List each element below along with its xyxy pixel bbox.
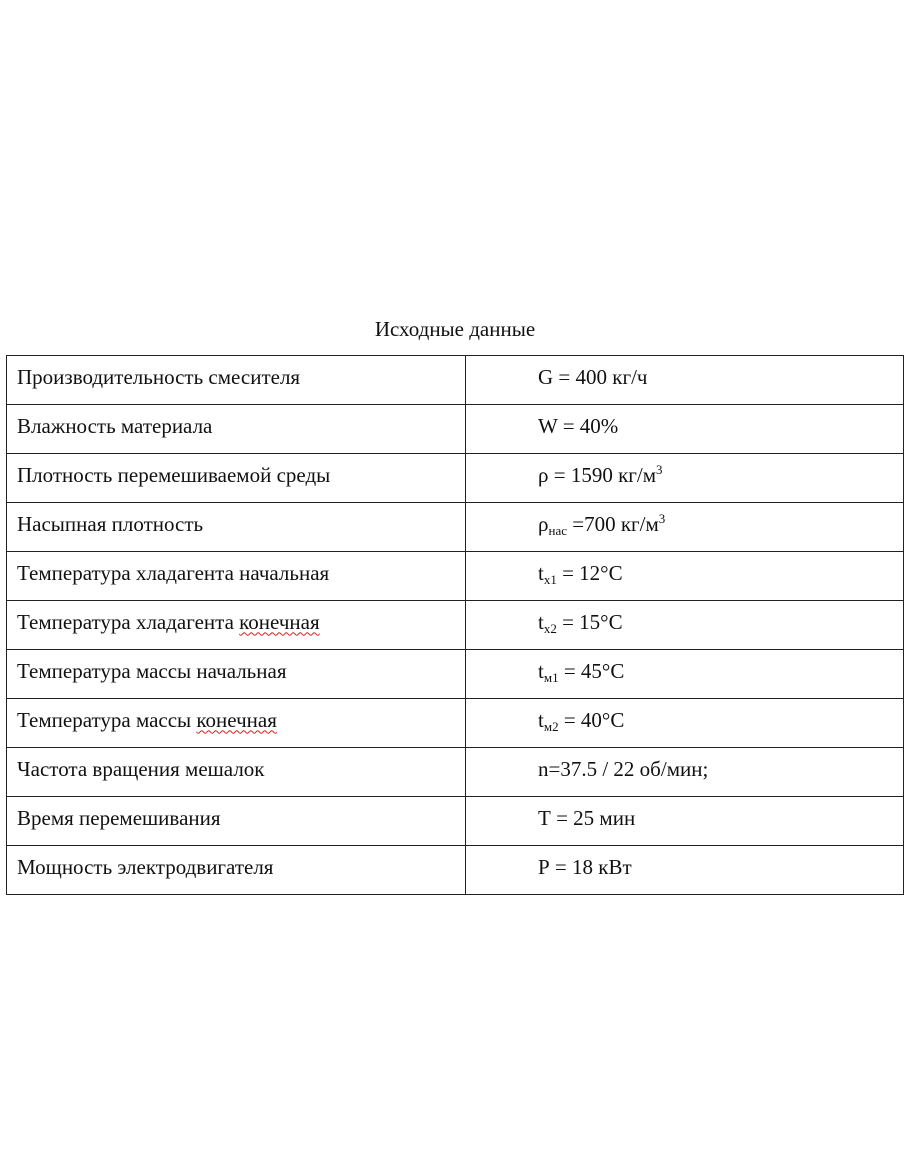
value-cell bbox=[466, 601, 904, 650]
spellcheck-flagged-word[interactable]: конечная bbox=[239, 609, 320, 634]
value-text: ρ = 1590 кг/м bbox=[538, 462, 657, 487]
value-cell: Т = 25 мин bbox=[466, 797, 904, 846]
parameter-cell: Мощность электродвигателя bbox=[7, 846, 466, 895]
value-cell: n=37.5 / 22 об/мин; bbox=[466, 748, 904, 797]
value-subscript: нас bbox=[548, 522, 567, 538]
value-text: = 45°С bbox=[558, 658, 625, 683]
table-row bbox=[7, 846, 904, 895]
table-row bbox=[7, 699, 904, 748]
value-cell bbox=[466, 552, 904, 601]
source-data-table bbox=[6, 355, 904, 895]
value-cell bbox=[466, 503, 904, 552]
table-row bbox=[7, 503, 904, 552]
parameter-cell: Частота вращения мешалок bbox=[7, 748, 466, 797]
table-row bbox=[7, 454, 904, 503]
spellcheck-flagged-word[interactable]: конечная bbox=[196, 707, 277, 732]
table-row bbox=[7, 650, 904, 699]
value-symbol: ρ bbox=[538, 511, 549, 536]
document-title: Исходные данные bbox=[374, 317, 536, 341]
value-subscript: х2 bbox=[543, 620, 557, 636]
value-superscript: 3 bbox=[658, 510, 666, 526]
table-row bbox=[7, 748, 904, 797]
parameter-text: Температура хладагента bbox=[17, 609, 240, 634]
table-row bbox=[7, 356, 904, 405]
value-superscript: 3 bbox=[656, 461, 663, 477]
value-subscript: м1 bbox=[543, 669, 559, 685]
value-text: = 12°С bbox=[556, 560, 623, 585]
parameter-cell: Время перемешивания bbox=[7, 797, 466, 846]
value-symbol: t bbox=[538, 560, 544, 585]
parameter-cell: Температура массы начальная bbox=[7, 650, 466, 699]
value-cell bbox=[466, 699, 904, 748]
parameter-cell: Производительность смесителя bbox=[7, 356, 466, 405]
parameter-cell bbox=[7, 601, 466, 650]
parameter-cell: Влажность материала bbox=[7, 405, 466, 454]
value-cell: G = 400 кг/ч bbox=[466, 356, 904, 405]
value-cell: Р = 18 кВт bbox=[466, 846, 904, 895]
parameter-cell: Насыпная плотность bbox=[7, 503, 466, 552]
value-text: =700 кг/м bbox=[566, 511, 659, 536]
value-cell: W = 40% bbox=[466, 405, 904, 454]
value-cell bbox=[466, 454, 904, 503]
table-row bbox=[7, 405, 904, 454]
value-cell bbox=[466, 650, 904, 699]
value-symbol: t bbox=[538, 609, 544, 634]
parameter-cell: Плотность перемешиваемой среды bbox=[7, 454, 466, 503]
value-text: = 15°С bbox=[556, 609, 623, 634]
parameter-text: Температура массы bbox=[17, 707, 197, 732]
value-text: = 40°С bbox=[558, 707, 625, 732]
parameter-cell bbox=[7, 699, 466, 748]
value-subscript: х1 bbox=[543, 571, 557, 587]
table-row bbox=[7, 552, 904, 601]
value-subscript: м2 bbox=[543, 718, 559, 734]
table-row bbox=[7, 797, 904, 846]
value-symbol: t bbox=[538, 707, 544, 732]
value-symbol: t bbox=[538, 658, 544, 683]
parameter-cell: Температура хладагента начальная bbox=[7, 552, 466, 601]
table-row bbox=[7, 601, 904, 650]
